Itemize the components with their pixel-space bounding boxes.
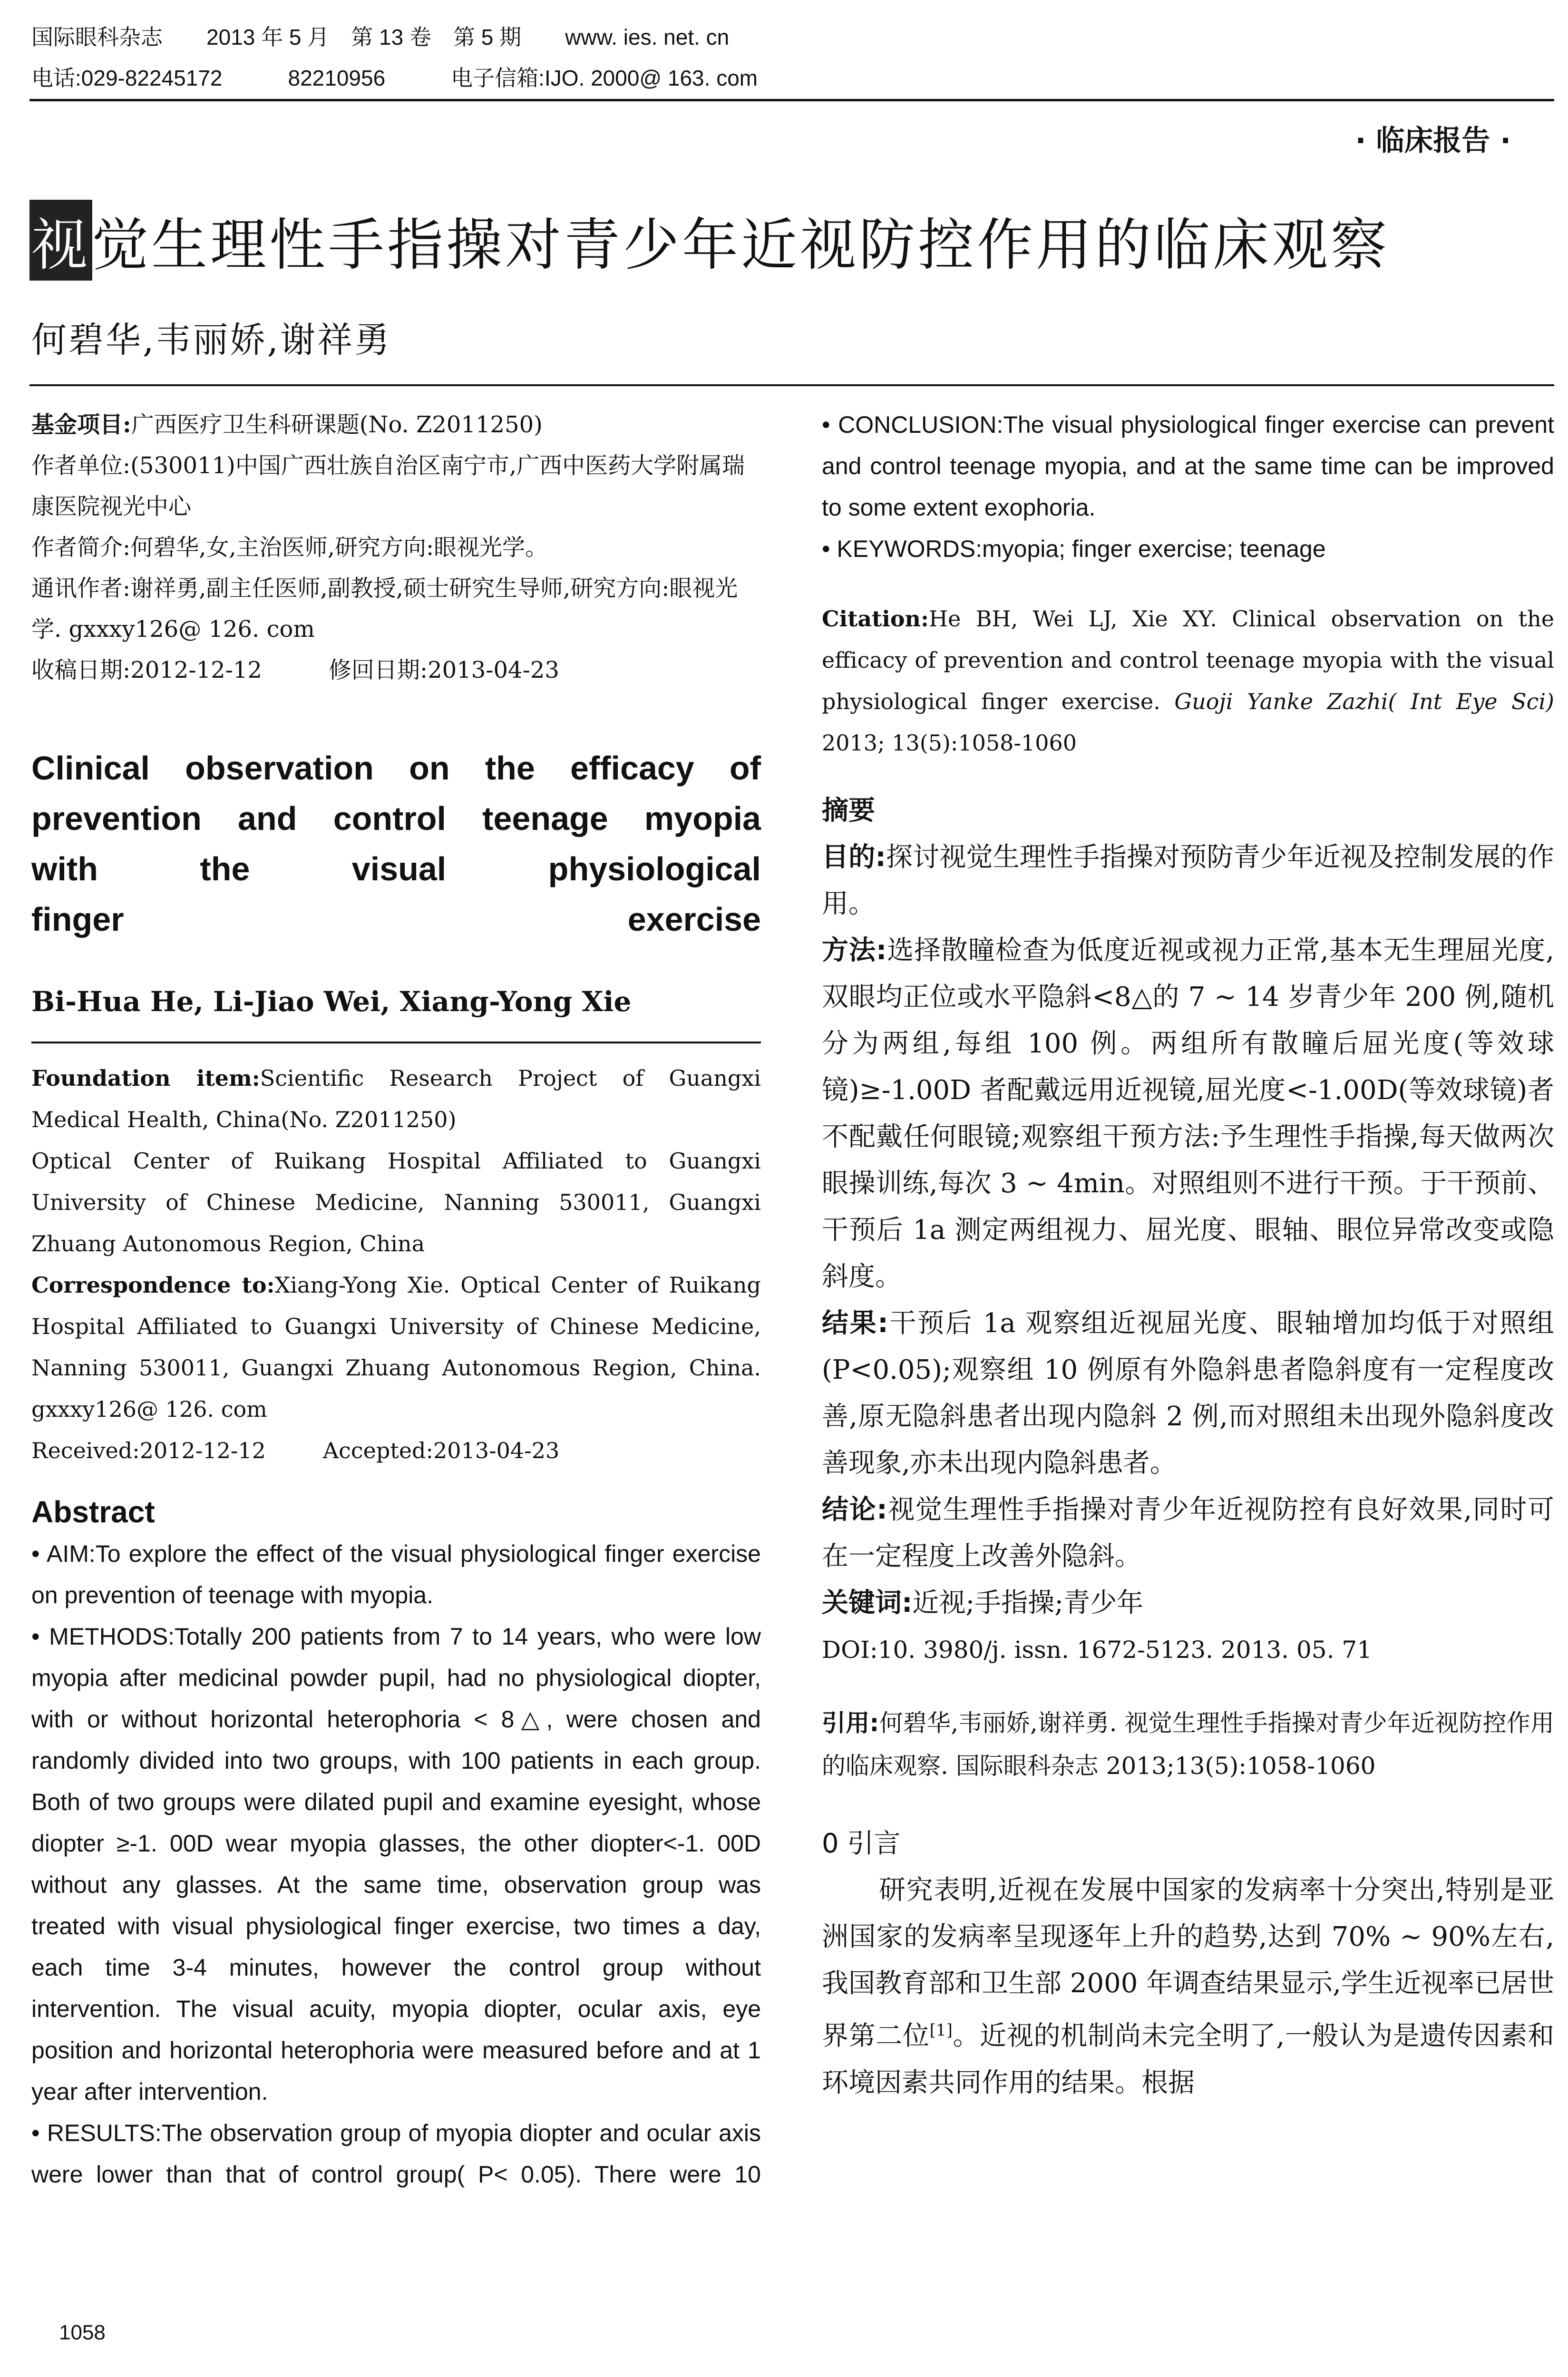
citation-en-label: Citation:: [822, 606, 929, 632]
aim-zh-text: 探讨视觉生理性手指操对预防青少年近视及控制发展的作用。: [822, 842, 1554, 919]
correspondence-label: Correspondence to:: [31, 1272, 275, 1298]
affiliation-en: Optical Center of Ruikang Hospital Affiliated to Guangxi University of Chinese Medicine, Nanning 530011, Guangxi Zhuang Autonomous Region, China: [31, 1148, 761, 1257]
correspondence-text: Xiang-Yong Xie. Optical Center of Ruikang Hospital Affiliated to Guangxi University of Chinese Medicine, Nanning 530011, Guangxi Zhuang Autonomous Region, China. gxxxy126@ 126. com: [31, 1272, 761, 1422]
abstract-zh-body: [822, 834, 1554, 1673]
meta-zh: [31, 404, 761, 691]
conclusion-zh-label: 结论:: [822, 1494, 887, 1525]
en-title-line2: prevention and control teenage myopia: [31, 800, 761, 837]
profile-label: 作者简介:: [31, 534, 131, 561]
abstract-body-right: [822, 404, 1554, 570]
methods-zh-text: 选择散瞳检查为低度近视或视力正常,基本无生理屈光度,双眼均正位或水平隐斜<8△的 7 ~ 14 岁青少年 200 例,随机分为两组,每组 100 例。两组所有散瞳后屈光度(等效球镜)≥-1.00D 者配戴远用近视镜,屈光度<-1.00D(等效球镜)者不配戴任何眼镜;观察组干预方法:予生理性手指操,每天做两次眼操训练,每次 3 ~ 4min。对照组则不进行干预。于干预前、干预后 1a 测定两组视力、屈光度、眼轴、眼位异常改变或隐斜度。: [822, 935, 1554, 1292]
english-title: [31, 743, 761, 945]
received-date: 2012-12-12: [130, 657, 262, 683]
intro-ref: [1]: [929, 2021, 953, 2040]
journal-header-line1: 国际眼科杂志 2013 年 5 月 第 13 卷 第 5 期 www. ies. net. cn: [31, 25, 730, 49]
unit-text: (530011)中国广西壮族自治区南宁市,广西中医药大学附属瑞康医院视光中心: [31, 452, 745, 520]
article-title: [29, 200, 1390, 281]
journal-header-line2: 电话:029-82245172 82210956 电子信箱:IJO. 2000@ 163. com: [31, 66, 758, 90]
aim-label: • AIM:: [31, 1540, 96, 1567]
abstract-body-left: [31, 1533, 761, 2195]
intro-text2: 。近视的机制尚未完全明了,一般认为是遗传因素和环境因素共同作用的结果。根据: [822, 2020, 1554, 2098]
abstract-heading: Abstract: [31, 1495, 155, 1529]
results-zh-text: 干预后 1a 观察组近视屈光度、眼轴增加均低于对照组(P<0.05);观察组 10 例原有外隐斜患者隐斜度有一定程度改善,原无隐斜患者出现内隐斜 2 例,而对照组未出现外隐斜度改善现象,亦未出现内隐斜患者。: [822, 1308, 1554, 1479]
keywords-zh-label: 关键词:: [822, 1588, 913, 1618]
corr-text: 谢祥勇,副主任医师,副教授,硕士研究生导师,研究方向:眼视光学. gxxxy126@ 126. com: [31, 575, 738, 643]
revised-label: 修回日期:: [328, 657, 428, 683]
authors-en: Bi-Hua He, Li-Jiao Wei, Xiang-Yong Xie: [31, 985, 632, 1018]
aim-text: To explore the effect of the visual physiological finger exercise on prevention of teenage with myopia.: [31, 1540, 761, 1608]
title-rule: [29, 384, 1554, 386]
citation-zh: [822, 1702, 1554, 1787]
authors-zh: 何碧华,韦丽娇,谢祥勇: [31, 320, 392, 360]
keywords-text: myopia; finger exercise; teenage: [982, 536, 1326, 562]
abstract-zh-heading: 摘要: [822, 795, 875, 826]
section-label: · 临床报告 ·: [1355, 124, 1511, 157]
conclusion-label: • CONCLUSION:: [822, 411, 1003, 438]
foundation-text: 广西医疗卫生科研课题(No. Z2011250): [131, 411, 543, 438]
foundation-label: 基金项目:: [31, 411, 131, 438]
methods-text: Totally 200 patients from 7 to 14 years, who were low myopia after medicinal powder pupil, had no physiological diopter, with or without horizontal heterophoria < 8△, were chosen and randomly divided into two groups, with 100 patients in each group. Both of two groups were dilated pupil and examine eyesight, whose diopter ≥-1. 00D wear myopia glasses, the other diopter<-1. 00D without any glasses. At the same time, observation group was treated with visual physiological finger exercise, two times a day, each time 3-4 minutes, however the control group without intervention. The visual acuity, myopia diopter, ocular axis, eye position and horizontal heterophoria were measured before and at 1 year after intervention.: [31, 1623, 761, 2105]
en-title-line4: finger exercise: [31, 901, 761, 938]
author-rule: [31, 1042, 761, 1043]
citation-en-text: He BH, Wei LJ, Xie XY. Clinical observation on the efficacy of prevention and control teenage myopia with the visual physiological finger exercise.: [822, 606, 1554, 714]
title-rest: 觉生理性手指操对青少年近视防控作用的临床观察: [92, 212, 1390, 278]
doi: DOI:10. 3980/j. issn. 1672-5123. 2013. 05. 71: [822, 1636, 1373, 1664]
header-rule: [29, 99, 1554, 101]
citation-en-journal: Guoji Yanke Zazhi( Int Eye Sci): [1174, 689, 1554, 714]
intro-heading: 0 引言: [822, 1828, 901, 1859]
received-label: 收稿日期:: [31, 657, 131, 683]
results-zh-label: 结果:: [822, 1308, 888, 1339]
en-title-line1: Clinical observation on the efficacy of: [31, 750, 761, 787]
methods-zh-label: 方法:: [822, 935, 887, 966]
methods-label: • METHODS:: [31, 1623, 175, 1650]
accepted-en: Accepted:2013-04-23: [322, 1438, 560, 1463]
title-initial: 视: [29, 200, 92, 281]
foundation-en: [31, 1058, 761, 1471]
right-column: [822, 404, 1554, 2106]
citation-zh-label: 引用:: [822, 1709, 879, 1737]
citation-zh-text: 何碧华,韦丽娇,谢祥勇. 视觉生理性手指操对青少年近视防控作用的临床观察. 国际眼科杂志 2013;13(5):1058-1060: [822, 1709, 1554, 1780]
en-title-line3: with the visual physiological: [31, 850, 761, 887]
intro-body: [822, 1867, 1554, 2106]
keywords-label: • KEYWORDS:: [822, 536, 982, 562]
revised-date: 2013-04-23: [428, 657, 559, 683]
citation-en: [822, 598, 1554, 764]
corr-label: 通讯作者:: [31, 575, 131, 602]
citation-en-tail: 2013; 13(5):1058-1060: [822, 730, 1077, 756]
conclusion-zh-text: 视觉生理性手指操对青少年近视防控有良好效果,同时可在一定程度上改善外隐斜。: [822, 1494, 1554, 1572]
aim-zh-label: 目的:: [822, 842, 886, 873]
foundation-en-label: Foundation item:: [31, 1065, 260, 1091]
keywords-zh-text: 近视;手指操;青少年: [912, 1588, 1144, 1618]
profile-text: 何碧华,女,主治医师,研究方向:眼视光学。: [130, 534, 548, 561]
results-text: The observation group of myopia diopter and ocular axis were lower than that of control group( P< 0.05). There were 10: [31, 2120, 761, 2188]
received-en: Received:2012-12-12: [31, 1438, 266, 1463]
page-number: 1058: [59, 2321, 106, 2344]
left-column: [31, 404, 761, 2195]
intro-text: 研究表明,近视在发展中国家的发病率十分突出,特别是亚洲国家的发病率呈现逐年上升的趋势,达到 70% ~ 90%左右,我国教育部和卫生部 2000 年调查结果显示,学生近视率已居世界第二位: [822, 1875, 1554, 2052]
conclusion-text: The visual physiological finger exercise can prevent and control teenage myopia, and at the same time can be improved to some extent exophoria.: [822, 411, 1554, 521]
foundation-en-text: Scientific Research Project of Guangxi Medical Health, China(No. Z2011250): [31, 1065, 761, 1132]
results-label: • RESULTS:: [31, 2120, 162, 2146]
unit-label: 作者单位:: [31, 452, 131, 479]
